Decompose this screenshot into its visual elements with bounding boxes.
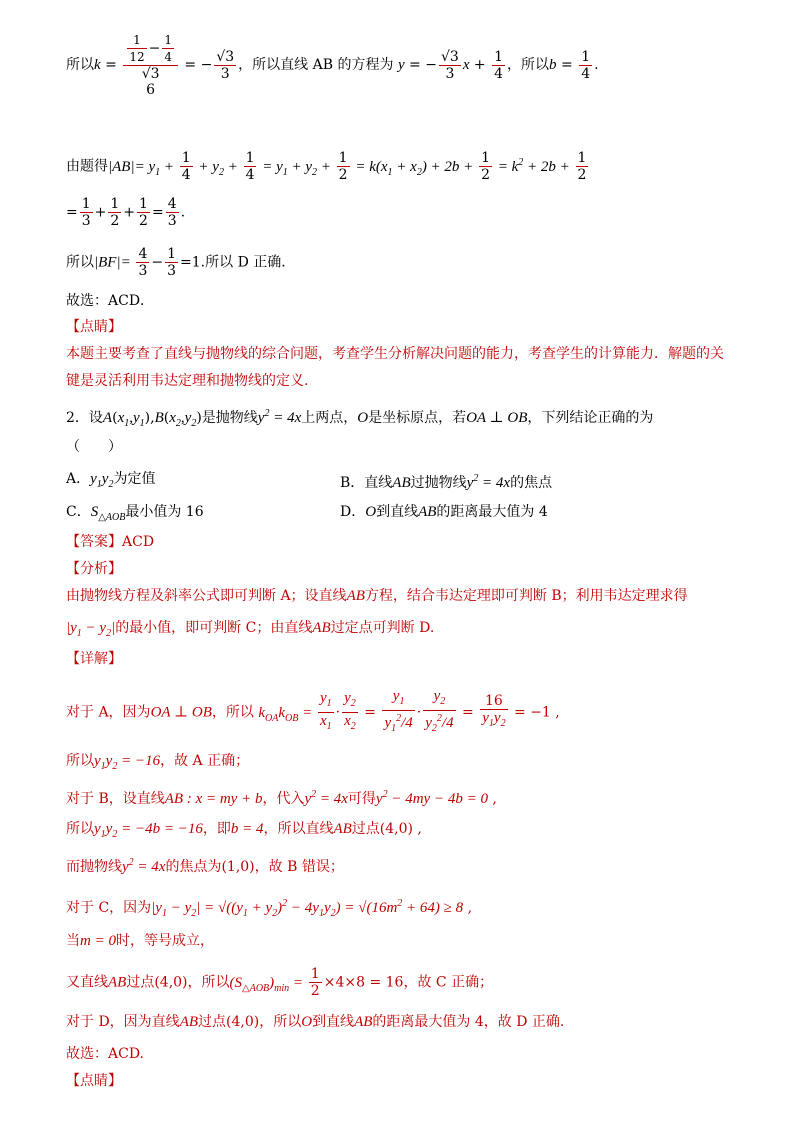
detail-b-1: 对于 B，设直线AB : x = my + b，代入$y^2 = 4x$可得$y^2 - 4my - 4b = 0$ , bbox=[66, 789, 497, 807]
line-bf: 所以|BF|= $\frac{4}{3}$ − $\frac{1}{3}$ =1.所以 D 正确. bbox=[66, 246, 286, 279]
tag-xiangjie: 【详解】 bbox=[66, 651, 122, 667]
detail-end: 故选：ACD. bbox=[66, 1046, 144, 1062]
line-ab-value: = $\frac{1}{3}$ + $\frac{1}{2}$ + $\frac{1}{2}$ = $\frac{4}{3}$ . bbox=[66, 196, 186, 229]
fenxi-line-1: 由抛物线方程及斜率公式即可判断 A；设直线AB方程，结合韦达定理即可判断 B；利用韦达定理求得 bbox=[66, 588, 688, 604]
q2-stem: 2．设$A(x_1,y_1),B(x_2,y_2)$是抛物线$y^2 = 4x$上两点，O是坐标原点，若OA ⊥ OB，下列结论正确的为 bbox=[66, 408, 654, 429]
q2-option-d: D．O到直线AB的距离最大值为 4 bbox=[340, 504, 548, 520]
line-ab-length: 由题得$|AB|= y_1$ + $\frac{1}{4}$ + $y_2$ + $\frac{1}{4}$ = $y_1 + y_2$ + $\frac{1}{2}$ = $k(x_1 + x_2) + 2b$ + $\frac{1}{2}$ = $k^2 + 2b$ + $\frac{1}{2}$ bbox=[66, 150, 587, 183]
detail-b-2: 所以$y_1y_2 = -4b = -16$，即b = 4，所以直线AB过点(4,0) , bbox=[66, 821, 422, 840]
detail-d-1: 对于 D，因为直线AB过点(4,0)，所以O到直线AB的距离最大值为 4，故 D 正确. bbox=[66, 1014, 565, 1030]
summary-line-1: 本题主要考查了直线与抛物线的综合问题，考查学生分析解决问题的能力，考查学生的计算能力．解题的关 bbox=[66, 346, 724, 362]
summary-line-2: 键是灵活利用韦达定理和抛物线的定义. bbox=[66, 373, 309, 389]
detail-c-3: 又直线AB过点(4,0)，所以$(S_{\triangle AOB})_{min}$ = $\frac{1}{2}$ ×4×8 = 16，故 C 正确； bbox=[66, 966, 494, 999]
line-select1: 故选：ACD． bbox=[66, 293, 155, 309]
detail-c-2: 当m = 0时，等号成立， bbox=[66, 933, 214, 949]
tag-dianjing-1: 【点睛】 bbox=[66, 319, 122, 335]
q2-option-b: B．直线AB过抛物线$y^2 = 4x$的焦点 bbox=[340, 473, 553, 491]
fenxi-line-2: $|y_1 - y_2|$的最小值，即可判断 C；由直线AB过定点可判断 D. bbox=[66, 620, 435, 639]
answer-label: 【答案】ACD bbox=[66, 534, 155, 550]
tag-dianjing-2: 【点睛】 bbox=[66, 1073, 122, 1089]
line-k-value: 所以k = $\frac{1}{12}$ − $\frac{1}{4}$ √3 6 = − $\frac{√3}{3}$ ，所以直线 AB 的方程为 y = − $\frac{√3}{3}$ x + $\frac{1}{4}$ ，所以b = $\frac{1}{4}$ . bbox=[66, 33, 599, 98]
tag-fenxi: 【分析】 bbox=[66, 561, 122, 577]
detail-a-2: 所以$y_1y_2 = -16$，故 A 正确； bbox=[66, 753, 250, 772]
q2-paren: （ ） bbox=[66, 439, 122, 455]
q2-option-c: C．$S_{\triangle AOB}$最小值为 16 bbox=[66, 504, 204, 523]
detail-b-3: 而抛物线$y^2 = 4x$的焦点为(1,0)，故 B 错误； bbox=[66, 857, 344, 875]
detail-a-1: 对于 A，因为OA ⊥ OB，所以 $k_{OA}k_{OB}$ = $\frac{y_1}{x_1}$ · $\frac{y_2}{x_2}$ = $\frac{y_1}{y_1^2/4}$ · $\frac{y_2}{y_2^2/4}$ = $\frac{16}{y_1y_2}$ = −1 , bbox=[66, 688, 560, 734]
detail-c-1: 对于 C，因为$|y_1 - y_2| = √((y_1 + y_2)^2 - 4y_1y_2) = √(16m^2 + 64) \ge 8$ , bbox=[66, 898, 473, 919]
q2-option-a: A．$y_1y_2$为定值 bbox=[66, 471, 156, 490]
